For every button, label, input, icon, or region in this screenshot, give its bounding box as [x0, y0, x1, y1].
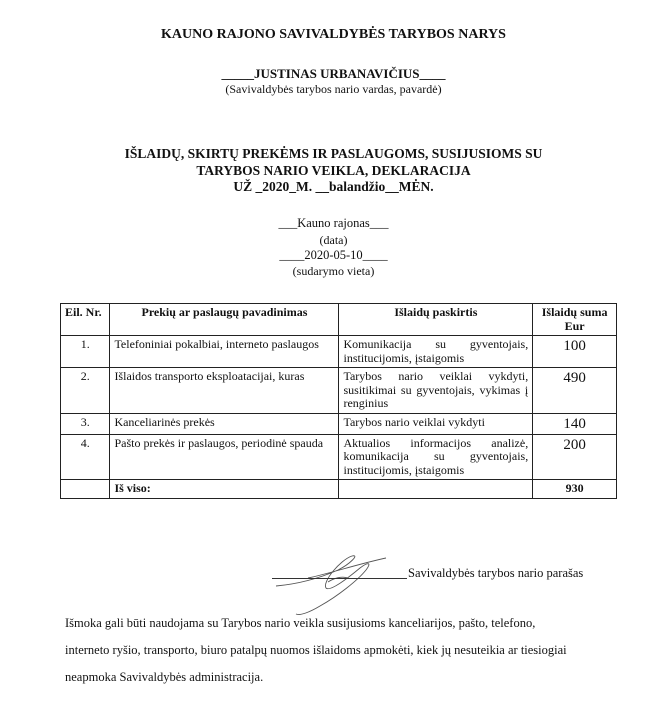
- signature-line: [272, 578, 407, 579]
- row-purpose: Tarybos nario veiklai vykdyti: [339, 413, 533, 434]
- date-value: ____2020-05-10____: [279, 248, 388, 262]
- footer-line3: neapmoka Savivaldybės administracija.: [65, 670, 264, 684]
- row-purpose: Tarybos nario veiklai vykdyti, susitikimai su gyventojais, vykimas į renginius: [339, 368, 533, 414]
- place-caption: (data): [319, 233, 348, 247]
- handwritten-signature: [268, 548, 418, 618]
- table-row: [61, 434, 617, 480]
- table-row: [61, 336, 617, 368]
- footer-note: [65, 610, 645, 691]
- row-amount: 100: [533, 336, 617, 368]
- row-no: 2.: [61, 368, 110, 414]
- declaration-title-line2: TARYBOS NARIO VEIKLA, DEKLARACIJA: [196, 162, 471, 178]
- header-purpose: Išlaidų paskirtis: [339, 304, 533, 336]
- place-value: ___Kauno rajonas___: [278, 216, 389, 230]
- table-header-row: [61, 304, 617, 336]
- expenses-table: [60, 303, 617, 499]
- row-amount: 490: [533, 368, 617, 414]
- row-name: Pašto prekės ir paslaugos, periodinė spauda: [110, 434, 339, 480]
- row-no: 1.: [61, 336, 110, 368]
- institution-title: KAUNO RAJONO SAVIVALDYBĖS TARYBOS NARYS: [161, 27, 506, 42]
- header-name: Prekių ar paslaugų pavadinimas: [110, 304, 339, 336]
- row-purpose: Komunikacija su gyventojais, institucijomis, įstaigomis: [339, 336, 533, 368]
- footer-line2: interneto ryšio, transporto, biuro patalpų nuomos išlaidoms apmokėti, kiek jų nesuteikia ar tiesiogiai: [65, 643, 567, 657]
- total-amount: 930: [533, 480, 617, 499]
- declaration-period: UŽ _2020_M. __balandžio__MĖN.: [233, 179, 434, 194]
- row-name: Telefoniniai pokalbiai, interneto paslaugos: [110, 336, 339, 368]
- row-no: 3.: [61, 413, 110, 434]
- row-name: Kanceliarinės prekės: [110, 413, 339, 434]
- row-no: 4.: [61, 434, 110, 480]
- table-row: [61, 368, 617, 414]
- header-amount: Išlaidų suma Eur: [533, 304, 617, 336]
- row-purpose: Aktualios informacijos analizė, komunikacija su gyventojais, institucijomis, įstaigomis: [339, 434, 533, 480]
- declaration-title-line1: IŠLAIDŲ, SKIRTŲ PREKĖMS IR PASLAUGOMS, SUSIJUSIOMS SU: [124, 146, 543, 161]
- signature-label: Savivaldybės tarybos nario parašas: [408, 566, 584, 580]
- total-label: Iš viso:: [110, 480, 339, 499]
- row-amount: 140: [533, 413, 617, 434]
- table-row: [61, 413, 617, 434]
- row-amount: 200: [533, 434, 617, 480]
- member-name: _____JUSTINAS URBANAVIČIUS____: [221, 66, 446, 81]
- row-name: Išlaidos transporto eksploatacijai, kuras: [110, 368, 339, 414]
- header-no: Eil. Nr.: [61, 304, 110, 336]
- date-caption: (sudarymo vieta): [292, 264, 375, 278]
- total-empty-cell: [61, 480, 110, 499]
- table-total-row: [61, 480, 617, 499]
- declaration-title: [0, 146, 667, 196]
- footer-line1: Išmoka gali būti naudojama su Tarybos nario veikla susijusioms kanceliarijos, pašto, telefono,: [65, 616, 536, 630]
- member-name-caption: (Savivaldybės tarybos nario vardas, pavardė): [225, 82, 442, 96]
- total-empty-cell: [339, 480, 533, 499]
